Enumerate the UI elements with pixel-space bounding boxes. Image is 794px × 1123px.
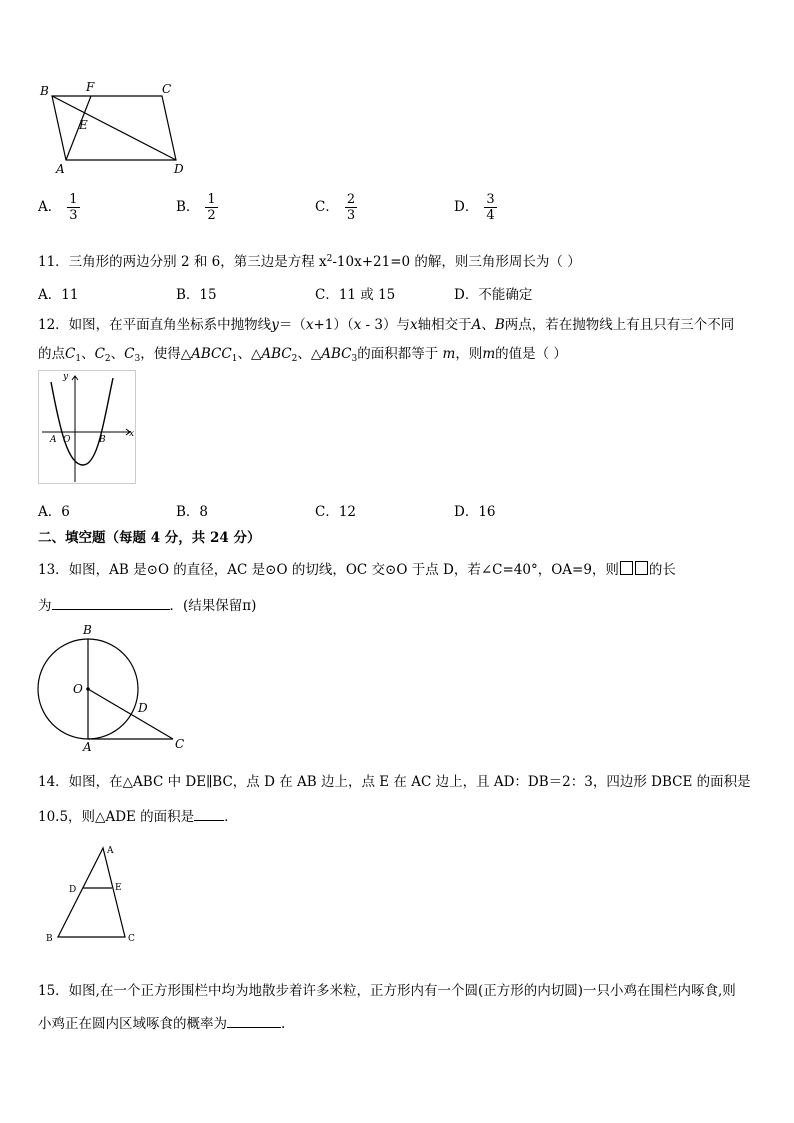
q12-option-a: A．6 [38,504,70,520]
q11-question: 11．三角形的两边分别 2 和 6，第三边是方程 $x^2-10x+21=0$ 的解，则三角形周长为（ ） [38,254,581,270]
label-e: E [115,883,122,893]
label-c: C [128,934,135,944]
label-a: A [107,846,114,856]
q15-question-line2: 小鸡正在圆内区域啄食的概率为 . [38,1016,286,1032]
q12-question-line1: 12．如图，在平面直角坐标系中抛物线y＝（x+1）（x - 3）与x轴相交于A、B两点，若在抛物线上有且只有三个不同 [38,317,735,333]
q12-option-b: B．8 [176,504,209,520]
q10-option-d: D． $\frac{3}{4}$ [454,192,495,223]
segment-bd [52,96,176,160]
q12-option-d: D．16 [454,504,496,520]
label-b: B [46,934,53,944]
q10-option-c: C． $\frac{2}{3}$ [315,192,356,223]
q11-option-d: D．不能确定 [454,287,533,303]
q14-question-line1: 14．如图，在△ABC 中 DE∥BC，点 D 在 AB 边上，点 E 在 AC 边上，且 AD：DB＝2：3，四边形 DBCE 的面积是 [38,774,751,790]
q10-option-a: A． $\frac{1}{3}$ [38,192,78,223]
label-b: B [99,435,106,445]
q12-parabola-figure [38,370,138,486]
label-o: O [63,435,71,445]
q14-answer-blank[interactable] [194,808,224,821]
q13-circle-figure [30,620,200,752]
q11-option-c: C．11 或 15 [315,287,396,303]
label-y: y [63,372,69,382]
section-fill-in-title: 二、填空题（每题 4 分，共 24 分） [38,530,261,546]
q14-triangle-figure [42,838,142,948]
label-c: C [162,82,172,96]
label-c: C [175,737,185,751]
q13-question-line2: 为 ．(结果保留π) [38,598,257,614]
q15-answer-blank[interactable] [227,1015,281,1028]
label-o: O [73,682,83,696]
label-e: E [79,118,88,132]
q15-question-line1: 15．如图,在一个正方形围栏中均为地散步着许多米粒，正方形内有一个圆(正方形的内切圆)一只小鸡在围栏内啄食,则 [38,983,736,999]
label-b: B [83,623,92,637]
label-x: x [129,429,135,439]
segment-oc [88,689,173,739]
q12-question-line2: 的点$C_1$、$C_2$、$C_3$，使得$\triangle ABCC_1$、$\triangle ABC_2$、$\triangle ABC_3$的面积都等于 m，则m的值是（ ） [38,346,567,364]
label-a: A [50,435,57,445]
q13-question-line1: 13．如图，AB 是⊙O 的直径，AC 是⊙O 的切线，OC 交⊙O 于点 D，若∠C=40°，OA=9，则 的长 [38,562,676,578]
parabola-curve [51,378,113,465]
q10-parallelogram-figure [36,78,196,178]
label-a: A [56,162,65,176]
q14-question-line2: 10.5，则△ADE 的面积是 ． [38,809,238,825]
q12-option-c: C．12 [315,504,357,520]
q10-option-b: B． $\frac{1}{2}$ [176,192,216,223]
q13-answer-blank[interactable] [52,597,170,610]
q11-option-a: A．11 [38,287,79,303]
label-d: D [138,701,148,715]
missing-glyph-box [635,561,648,575]
label-f: F [86,80,95,94]
label-a: A [83,740,92,752]
label-b: B [40,84,49,98]
missing-glyph-box [620,561,633,575]
label-d: D [69,885,77,895]
label-d: D [174,162,184,176]
q11-option-b: B．15 [176,287,217,303]
